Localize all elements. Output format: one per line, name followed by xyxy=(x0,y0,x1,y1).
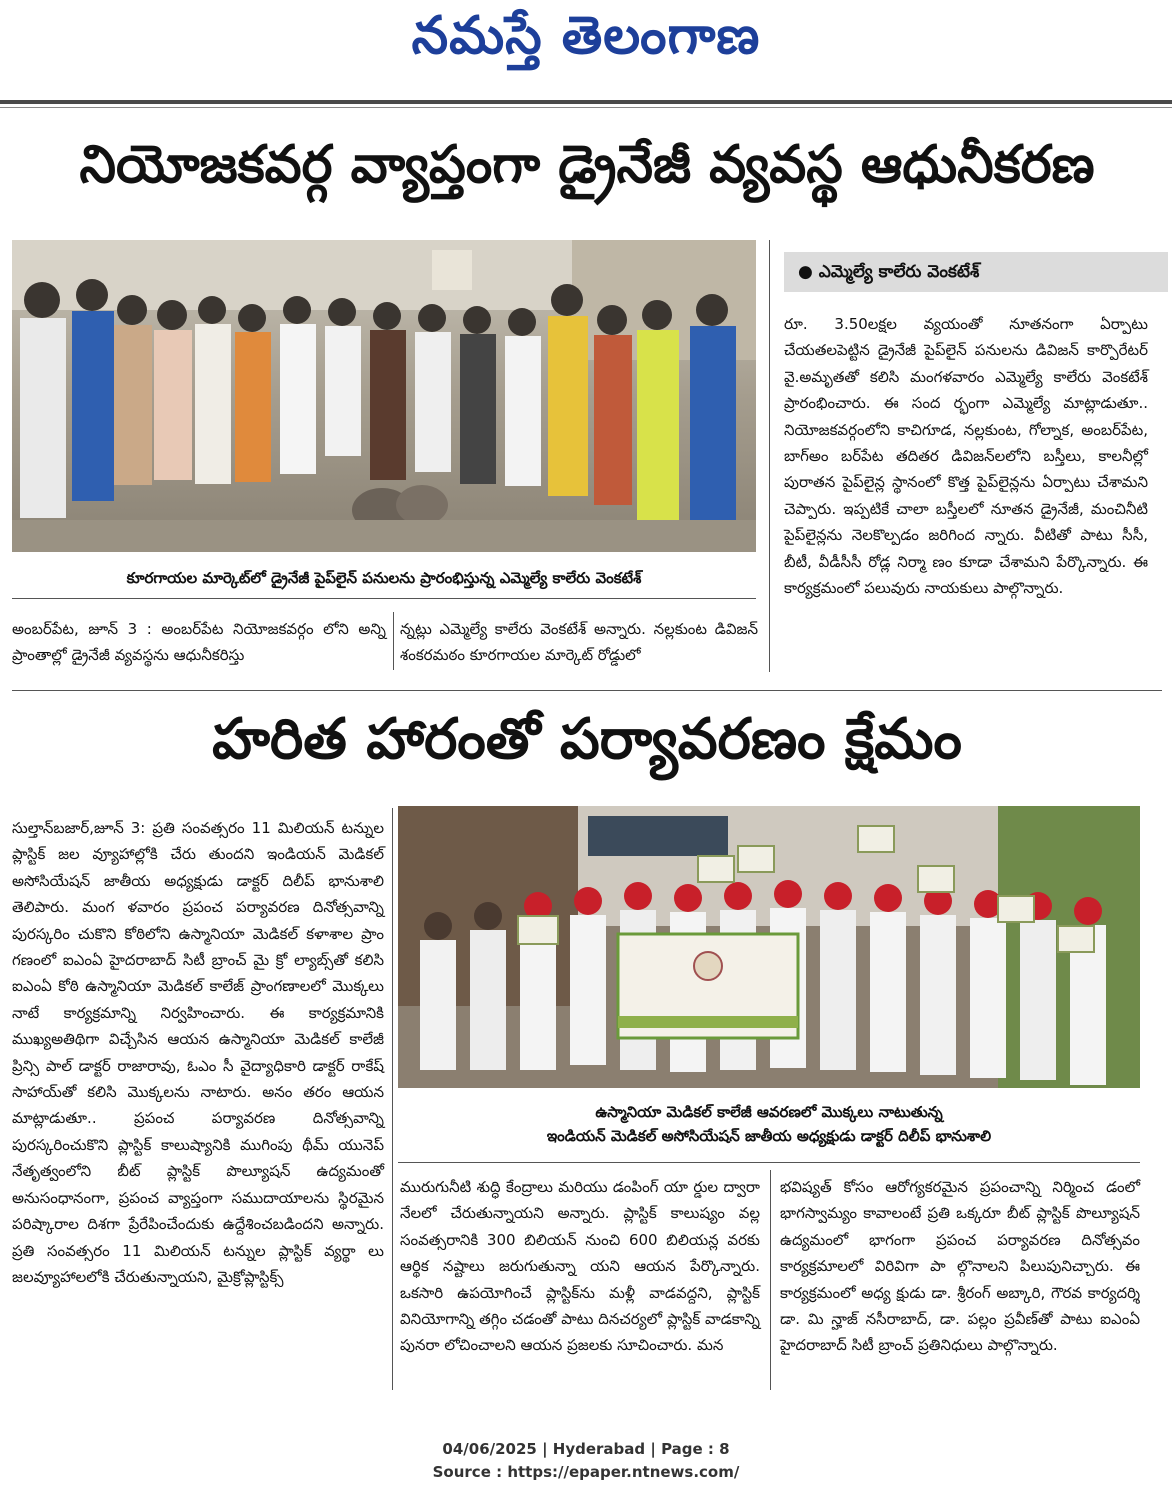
story2-photo xyxy=(398,806,1140,1088)
story1-photo-caption: కూరగాయల మార్కెట్‌లో డ్రైనేజీ పైప్‌లైన్ పనులను ప్రారంభిస్తున్న ఎమ్మెల్యే కాలేరు వెంకటేశ్ xyxy=(126,569,642,587)
story-divider xyxy=(12,690,1162,691)
story2-photo-image xyxy=(398,806,1140,1088)
masthead-rule-thin xyxy=(0,107,1172,108)
story1-photo-image xyxy=(12,240,756,552)
masthead-title: నమస్తే తెలంగాణ xyxy=(411,6,761,66)
story2-photo-caption-line-2: ఇండియన్ మెడికల్ అసోసియేషన్ జాతీయ అధ్యక్షుడు డాక్టర్ దిలీప్ భానుశాలి xyxy=(546,1127,992,1145)
story2-column-1: సుల్తాన్‌బజార్,జూన్ 3: ప్రతి సంవత్సరం 11 మిలియన్ టన్నుల ప్లాస్టిక్ జల వ్యూహాల్లోకి చేరు తుందని ఇండియన్ మెడికల్ అసోసియేషన్ జాతీయ అధ్యక్షుడు డాక్టర్ దిలీప్ భానుశాలి తెలిపారు. మంగ ళవారం ప్రపంచ పర్యావరణ దినోత్సవాన్ని పురస్కరిం చుకొని కోఠిలోని ఉస్మానియా మెడికల్ కళాశాల ప్రాం గణంలో ఐఎంఏ హైదరాబాద్ సిటీ బ్రాంచ్ మై క్రో ల్యాబ్స్‌తో కలిసి ఐఎంఏ కోఠి ఉస్మానియా మెడికల్ కాలేజ్ ప్రాంగణాలలో మొక్కలు నాటే కార్యక్రమాన్ని నిర్వహించారు. ఈ కార్యక్రమానికి ముఖ్యఅతిథిగా విచ్చేసిన ఆయన ఉస్మానియా మెడికల్ కాలేజీ ప్రిన్సి పాల్ డాక్టర్ రాజారావు, ఓఎం సీ వైద్యాధికారి డాక్టర్ రాకేష్ సాహాయ్‌తో కలిసి మొక్కలను నాటారు. అనం తరం ఆయన మాట్లాడుతూ.. ప్రపంచ పర్యావరణ దినోత్సవాన్ని పురస్కరించుకొని ప్లాస్టిక్ కాలుష్యానికి ముగింపు థీమ్ యునెప్ నేతృత్వంలోని బీట్ ప్లాస్టిక్ పొల్యూషన్ ఉద్యమంతో అనుసంధానంగా, ప్రపంచ వ్యాప్తంగా సముదాయాలను స్థిరమైన పరిష్కారాల దిశగా ప్రేరేపించేందుకు ఉద్దేశించబడిందని అన్నారు. ప్రతి సంవత్సరం 11 మిలియన్ టన్నుల ప్లాస్టిక్ వ్యర్థా లు జలవ్యూహాలలోకి చేరుతున్నాయని, మైక్రోప్లాస్టిక్స్ xyxy=(12,819,384,1286)
column-divider xyxy=(769,240,770,672)
masthead xyxy=(0,0,1172,100)
story1-column-3: రూ. 3.50లక్షల వ్యయంతో నూతనంగా ఏర్పాటు చేయతలపెట్టిన డ్రైనేజీ పైప్‌లైన్ పనులను డివిజన్ కార్పొరేటర్ వై.అమృతతో కలిసి మంగళవారం ఎమ్మెల్యే కాలేరు వెంకటేశ్ ప్రారంభించారు. ఈ సంద ర్భంగా ఎమ్మెల్యే మాట్లాడుతూ.. నియోజకవర్గంలోని కాచిగూడ, నల్లకుంట, గోల్నాక, అంబర్‌పేట, బాగ్‌అం బర్‌పేట తదితర డివిజన్‌లలోని బస్తీలు, కాలనీల్లో పురాతన పైప్‌లైన్ల స్థానంలో కొత్త పైప్‌లైన్లను ఏర్పాటు చేశామని చెప్పారు. ఇప్పటికే చాలా బస్తీలలో నూతన డ్రైనేజీ, మంచినీటి పైప్‌లైన్లను నెలకొల్పడం జరిగింద న్నారు. వీటితో పాటు సీసీ, బీటీ, వీడీసీసీ రోడ్ల నిర్మా ణం కూడా చేశామని పేర్కొన్నారు. ఈ కార్యక్రమంలో పలువురు నాయకులు పాల్గొన్నారు. xyxy=(784,315,1148,598)
column-divider xyxy=(393,612,394,670)
column-divider xyxy=(392,808,393,1390)
story2-column-3: భవిష్యత్ కోసం ఆరోగ్యకరమైన ప్రపంచాన్ని నిర్మించ డంలో భాగస్వామ్యం కావాలంటే ప్రతి ఒక్కరూ బీట్ ప్లాస్టిక్ పొల్యూషన్ ఉద్యమంలో భాగంగా ప్రపంచ పర్యావరణ దినోత్సవం కార్యక్రమాలలో విరివిగా పా ల్గొనాలని పిలుపునిచ్చారు. ఈ కార్యక్రమంలో అధ్య క్షుడు డా. శ్రీరంగ్ అబ్కారి, గౌరవ కార్యదర్శి డా. మి న్హాజ్ నసీరాబాద్, డా. పల్లం ప్రవీణ్‌తో పాటు ఐఎంఏ హైదరాబాద్ సిటీ బ్రాంచ్ ప్రతినిధులు పాల్గొన్నారు. xyxy=(780,1178,1140,1355)
story2-headline: హరిత హారంతో పర్యావరణం క్షేమం xyxy=(212,707,962,772)
footer-source-line: Source : https://epaper.ntnews.com/ xyxy=(432,1463,740,1481)
masthead-rule xyxy=(0,100,1172,104)
caption-divider xyxy=(398,1162,1140,1163)
story2-column-2: మురుగునీటి శుద్ధి కేంద్రాలు మరియు డంపింగ్ యా ర్డుల ద్వారా నేలలో చేరుతున్నాయని అన్నారు. ప్లాస్టిక్ కాలుష్యం వల్ల సంవత్సరానికి 300 బిలియన్ నుంచి 600 బిలియన్ల వరకు ఆర్థిక నష్టాలు జరుగుతున్నా యని ఆయన పేర్కొన్నారు. ఒకసారి ఉపయోగించే ప్లాస్టిక్‌ను మళ్లీ వాడవద్దని, ప్లాస్టిక్ వినియోగాన్ని తగ్గిం చడంతో పాటు దినచర్యలో ప్లాస్టిక్ వాడకాన్ని పునరా లోచించాలని ఆయన ప్రజలకు సూచించారు. మన xyxy=(400,1178,760,1355)
column-divider xyxy=(770,1170,771,1390)
story1-headline: నియోజకవర్గ వ్యాప్తంగా డ్రైనేజీ వ్యవస్థ ఆధునీకరణ xyxy=(79,135,1095,195)
story1-photo xyxy=(12,240,756,552)
story1-byline: ● ఎమ్మెల్యే కాలేరు వెంకటేశ్ xyxy=(784,252,1168,292)
story2-photo-caption-line-1: ఉస్మానియా మెడికల్ కాలేజీ ఆవరణలో మొక్కలు నాటుతున్న xyxy=(595,1103,943,1121)
caption-divider xyxy=(12,598,756,599)
story1-column-1: అంబర్‌పేట, జూన్ 3 : అంబర్‌పేట నియోజకవర్గం లోని అన్ని ప్రాంతాల్లో డ్రైనేజీ వ్యవస్థను ఆధునీకరిస్తు xyxy=(12,620,386,665)
story1-column-2: న్నట్లు ఎమ్మెల్యే కాలేరు వెంకటేశ్ అన్నారు. నల్లకుంట డివిజన్ శంకరమఠం కూరగాయల మార్కెట్ రోడ్డులో xyxy=(400,620,758,665)
footer-date-line: 04/06/2025 | Hyderabad | Page : 8 xyxy=(442,1440,730,1458)
